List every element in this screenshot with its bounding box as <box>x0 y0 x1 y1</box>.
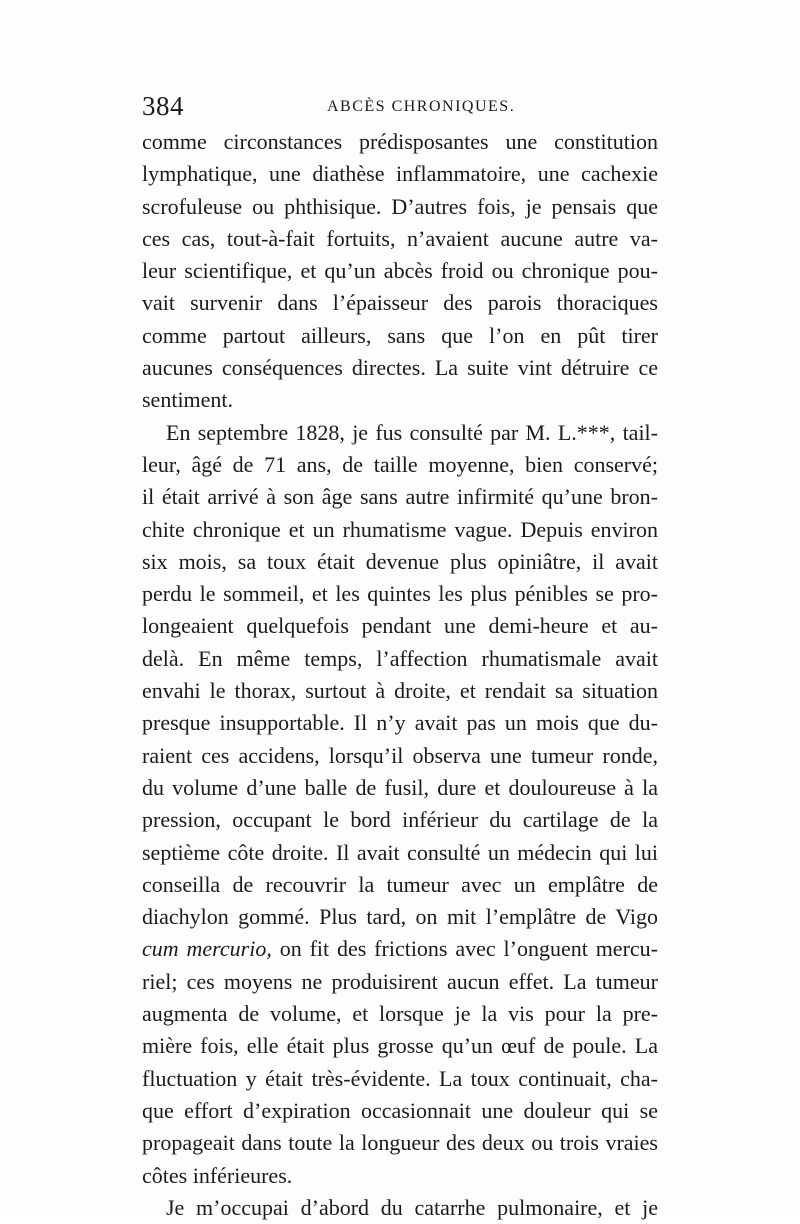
text-line: raient ces accidens, lorsqu’il observa une tumeur ronde, <box>142 742 658 768</box>
page-number: 384 <box>142 91 184 121</box>
text-line: vait survenir dans l’épaisseur des parois thoraciques <box>142 290 658 316</box>
text-line: conseilla de recouvrir la tumeur avec un emplâtre de <box>142 871 658 897</box>
text-line: du volume d’une balle de fusil, dure et douloureuse à la <box>142 774 658 800</box>
italic-latin-phrase: cum mercurio, <box>142 936 272 962</box>
paragraph-first-line: En septembre 1828, je fus consulté par M. L.***, tail- <box>166 419 658 445</box>
text-line: ces cas, tout-à-fait fortuits, n’avaient aucune autre va- <box>142 225 658 251</box>
text-line: six mois, sa toux était devenue plus opiniâtre, il avait <box>142 548 658 574</box>
running-title: ABCÈS CHRONIQUES. <box>327 98 516 115</box>
text-line: côtes inférieures. <box>142 1162 293 1188</box>
text-line: perdu le sommeil, et les quintes les plus pénibles se pro- <box>142 581 658 607</box>
text-line: chite chronique et un rhumatisme vague. Depuis environ <box>142 516 658 542</box>
text-line: envahi le thorax, surtout à droite, et rendait sa situation <box>142 678 658 704</box>
text-line: sentiment. <box>142 387 234 413</box>
text-line: fluctuation y était très-évidente. La toux continuait, cha- <box>142 1065 658 1091</box>
text-line: presque insupportable. Il n’y avait pas un mois que du- <box>142 710 658 736</box>
text-line: leur scientifique, et qu’un abcès froid ou chronique pou- <box>142 258 658 284</box>
running-head <box>142 88 672 128</box>
text-line: delà. En même temps, l’affection rhumatismale avait <box>142 645 658 671</box>
paragraph-first-line: Je m’occupai d’abord du catarrhe pulmonaire, et je <box>166 1194 658 1220</box>
text-line: aucunes conséquences directes. La suite vint détruire ce <box>142 355 658 381</box>
text-line: mière fois, elle était plus grosse qu’un œuf de poule. La <box>142 1033 658 1059</box>
text-line: pression, occupant le bord inférieur du cartilage de la <box>142 807 658 833</box>
text-line: comme circonstances prédisposantes une constitution <box>142 129 658 154</box>
text-line-rest: on fit des frictions avec l’onguent mercu- <box>271 936 658 962</box>
text-line: il était arrivé à son âge sans autre infirmité qu’une bron- <box>142 484 658 510</box>
text-line: comme partout ailleurs, sans que l’on en pût tirer <box>142 322 658 348</box>
text-line: augmenta de volume, et lorsque je la vis pour la pre- <box>142 1001 658 1027</box>
text-line: propageait dans toute la longueur des deux ou trois vraies <box>142 1130 658 1156</box>
text-line: scrofuleuse ou phthisique. D’autres fois, je pensais que <box>142 193 658 219</box>
text-line: lymphatique, une diathèse inflammatoire, une cachexie <box>142 161 658 187</box>
text-line-with-italic <box>142 933 658 965</box>
text-line: leur, âgé de 71 ans, de taille moyenne, bien conservé; <box>142 451 658 477</box>
text-line: que effort d’expiration occasionnait une douleur qui se <box>142 1097 658 1123</box>
body-text <box>142 126 658 1224</box>
text-line: septième côte droite. Il avait consulté un médecin qui lui <box>142 839 658 865</box>
text-line: riel; ces moyens ne produisirent aucun effet. La tumeur <box>142 968 658 994</box>
text-line: longeaient quelquefois pendant une demi-heure et au- <box>142 613 658 639</box>
text-line: diachylon gommé. Plus tard, on mit l’emplâtre de Vigo <box>142 904 658 930</box>
